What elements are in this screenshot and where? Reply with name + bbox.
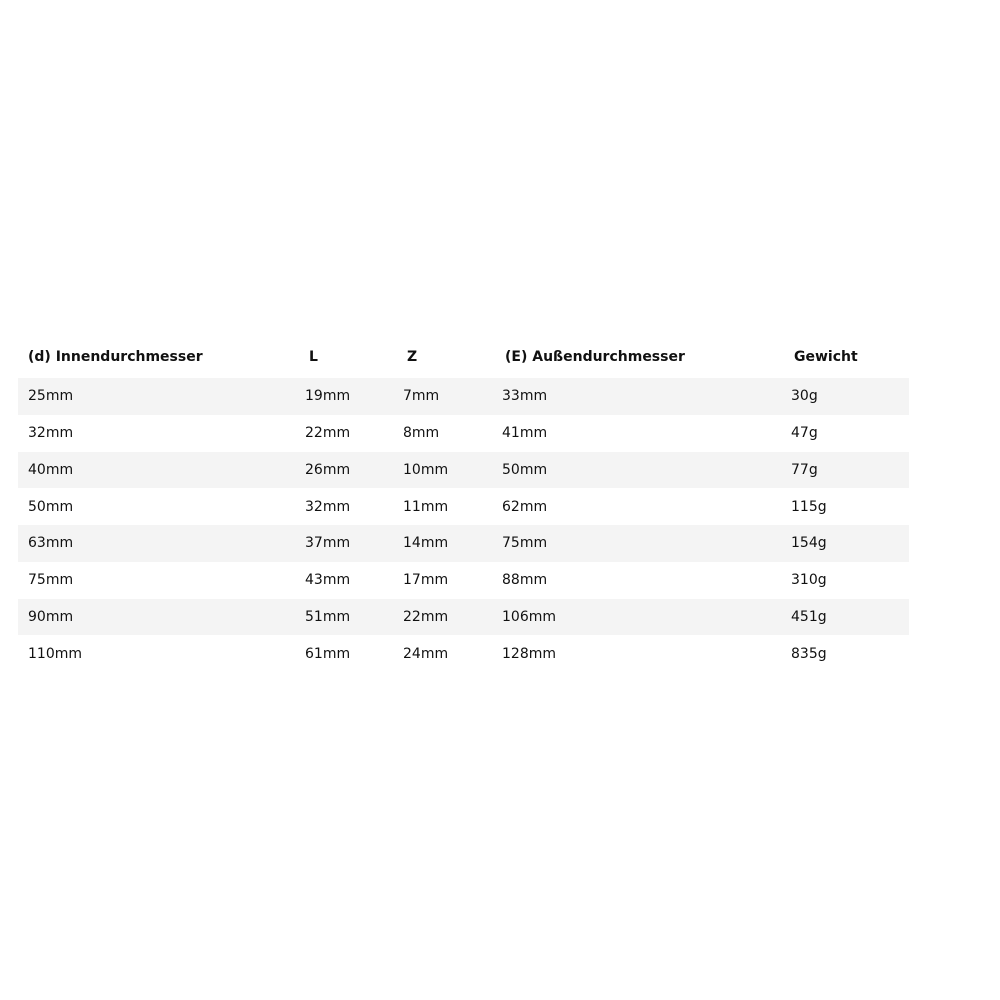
header-length: L xyxy=(309,349,318,365)
cell-outer-diameter: 50mm xyxy=(502,452,791,489)
cell-outer-diameter: 88mm xyxy=(502,572,548,589)
table-row xyxy=(18,525,909,562)
cell-inner-diameter: 40mm xyxy=(18,452,305,489)
cell-z: 17mm xyxy=(403,572,449,589)
header-z: Z xyxy=(407,349,418,365)
table-row xyxy=(18,378,909,415)
cell-weight: 115g xyxy=(791,498,827,515)
cell-z: 10mm xyxy=(403,452,502,489)
cell-outer-diameter: 33mm xyxy=(502,378,791,415)
cell-z: 14mm xyxy=(403,525,502,562)
cell-outer-diameter: 128mm xyxy=(502,645,556,662)
cell-outer-diameter: 106mm xyxy=(502,599,791,636)
cell-z: 24mm xyxy=(403,645,449,662)
table-row xyxy=(18,562,909,599)
cell-weight: 77g xyxy=(791,452,909,489)
cell-z: 22mm xyxy=(403,599,502,636)
cell-length: 32mm xyxy=(305,498,351,515)
cell-outer-diameter: 62mm xyxy=(502,498,548,515)
cell-inner-diameter: 90mm xyxy=(18,599,305,636)
cell-length: 26mm xyxy=(305,452,403,489)
header-weight: Gewicht xyxy=(794,349,858,365)
cell-weight: 30g xyxy=(791,378,909,415)
cell-length: 43mm xyxy=(305,572,351,589)
cell-z: 8mm xyxy=(403,425,440,442)
dimension-table xyxy=(18,336,909,672)
table-row xyxy=(18,488,909,525)
table-row xyxy=(18,635,909,672)
cell-length: 22mm xyxy=(305,425,351,442)
table-row xyxy=(18,415,909,452)
header-outer-diameter: (E) Außendurchmesser xyxy=(505,349,685,365)
cell-inner-diameter: 25mm xyxy=(18,378,305,415)
cell-inner-diameter: 110mm xyxy=(28,645,82,662)
cell-inner-diameter: 75mm xyxy=(28,572,74,589)
cell-weight: 835g xyxy=(791,645,827,662)
cell-z: 7mm xyxy=(403,378,502,415)
table-row xyxy=(18,599,909,636)
cell-inner-diameter: 50mm xyxy=(28,498,74,515)
cell-length: 61mm xyxy=(305,645,351,662)
cell-length: 51mm xyxy=(305,599,403,636)
table-row xyxy=(18,452,909,489)
cell-inner-diameter: 32mm xyxy=(28,425,74,442)
cell-inner-diameter: 63mm xyxy=(18,525,305,562)
cell-weight: 310g xyxy=(791,572,827,589)
cell-z: 11mm xyxy=(403,498,449,515)
cell-outer-diameter: 75mm xyxy=(502,525,791,562)
cell-weight: 47g xyxy=(791,425,818,442)
header-inner-diameter: (d) Innendurchmesser xyxy=(28,349,203,365)
cell-weight: 451g xyxy=(791,599,909,636)
cell-outer-diameter: 41mm xyxy=(502,425,548,442)
cell-length: 37mm xyxy=(305,525,403,562)
cell-length: 19mm xyxy=(305,378,403,415)
cell-weight: 154g xyxy=(791,525,909,562)
table-header-row xyxy=(18,336,909,378)
